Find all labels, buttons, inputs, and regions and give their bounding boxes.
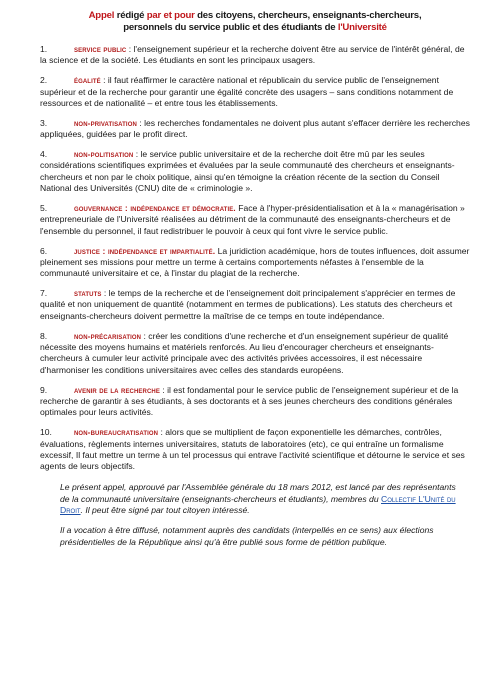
item-text: Face à l'hyper-présidentialisation et à la « managérisation » entrepreneuriale de l'Université réalisées au détriment de la communauté des enseignants-chercheurs et de l'ensemble du personnel, il faut redistribuer le pouvoir à ceux qui font vivre le service public. — [40, 203, 465, 236]
item-keyword: non-politisation — [74, 149, 134, 160]
list-item — [40, 427, 470, 472]
item-number: 1. — [40, 44, 48, 54]
title-line2: personnels du service public et des étudiants de — [123, 22, 338, 33]
item-number: 9. — [40, 384, 48, 395]
item-keyword: non-bureaucratisation — [74, 427, 159, 438]
item-text: : l'enseignement supérieur et la recherche doivent être au service de l'intérêt général, de la science et de la société. Les étudiants en sont les principaux usagers. — [40, 44, 465, 66]
title-appel: Appel — [88, 10, 115, 21]
list-item — [40, 44, 470, 67]
title-line1-rest: des citoyens, chercheurs, enseignants-chercheurs, — [194, 10, 422, 21]
item-text: : les recherches fondamentales ne doivent plus autant s'effacer derrière les recherches appliquées, guidées par le profit direct. — [40, 117, 470, 140]
document-footer — [40, 482, 470, 547]
item-number: 3. — [40, 117, 48, 128]
item-keyword: justice : indépendance et impartialité. — [74, 245, 216, 256]
item-number: 10. — [40, 427, 52, 438]
title-redige: rédigé — [114, 10, 147, 21]
title-par-et-pour: par et pour — [146, 10, 195, 21]
footer-p1-after: . Il peut être signé par tout citoyen intéressé. — [80, 504, 250, 515]
item-number: 7. — [40, 288, 48, 299]
list-item — [40, 118, 470, 141]
item-number: 6. — [40, 245, 48, 256]
list-item — [40, 203, 470, 237]
collectif-link[interactable]: Collectif L'Unité du Droit — [60, 493, 456, 515]
item-text: : alors que se multiplient de façon exponentielle les démarches, contrôles, évaluations, règlements internes universitaires, statuts de laboratoires (etc), ce qui entraîne un formalisme excessif, Il faut mettre un terme à un tel processus qui entrave l'activité scientifique et détourne le service et ses agents de leurs objectifs. — [40, 427, 465, 472]
item-number: 8. — [40, 330, 48, 341]
document-title — [40, 10, 470, 34]
item-number: 5. — [40, 203, 48, 214]
item-keyword: service public — [74, 44, 127, 54]
item-text: : le service public universitaire et de la recherche doit être mû par les seules considérations scientifiques exprimées et évaluées par la seule communauté des chercheurs et enseignants-chercheurs et non par le choix politique, ainsi qu'en témoigne la création récente de la section du Conseil National des Universités (CNU) dite de « criminologie ». — [40, 149, 455, 194]
item-text: : il est fondamental pour le service public de l'enseignement supérieur et de la recherche de garantir à ses étudiants, à ses doctorants et à ses jeunes chercheurs des conditions générales optimales pour leurs activités. — [40, 384, 459, 418]
footer-paragraph-2: Il a vocation à être diffusé, notamment auprès des candidats (interpellés en ce sens) aux élections présidentielles de la République ainsi qu'à être publié sous forme de pétition publique. — [60, 525, 434, 547]
title-universite: l'Université — [337, 22, 387, 33]
footer-p1-before: Le présent appel, approuvé par l'Assemblée générale du 18 mars 2012, est lancé par des représentants de la communauté universitaire (enseignants-chercheurs et étudiants), membres du — [60, 482, 456, 504]
item-number: 4. — [40, 149, 48, 160]
list-item — [40, 385, 470, 419]
item-keyword: non-précarisation — [74, 330, 142, 341]
item-text: : le temps de la recherche et de l'enseignement doit principalement s'apprécier en termes de qualité et non uniquement de quantité (notamment en termes de publications). Les statuts des chercheurs et enseignants-chercheurs doivent permettre la maîtrise de ce temps en toute indépendance. — [40, 288, 456, 321]
list-item — [40, 246, 470, 280]
list-item — [40, 149, 470, 194]
list-item — [40, 75, 470, 109]
item-number: 2. — [40, 75, 48, 86]
item-keyword: statuts — [74, 288, 102, 299]
principles-list — [40, 44, 470, 472]
list-item — [40, 288, 470, 322]
footer-paragraph-1 — [60, 482, 466, 516]
item-text: : créer les conditions d'une recherche et d'un enseignement supérieur de qualité nécessite des moyens humains et matériels renforcés. Au lieu d'encourager chercheurs et enseignants-chercheurs à cumuler leur activité principale avec des activités privées accessoires, il est nécessaire d'harmoniser les conditions universitaires avec celles des standards européens. — [40, 330, 449, 375]
item-text: La juridiction académique, hors de toutes influences, doit assumer pleinement ses missions pour mettre un terme à certains comportements néfastes à l'ensemble de la communauté universitaire et ce, à l'instar du plagiat de la recherche. — [40, 245, 470, 279]
item-keyword: non-privatisation — [74, 117, 137, 128]
item-text: : il faut réaffirmer le caractère national et républicain du service public de l'enseignement supérieur et de la recherche pour garantir une égalité concrète des usagers – sans conditions notamment de ressources et de nationalité – et entre tous les établissements. — [40, 75, 454, 108]
item-keyword: avenir de la recherche — [74, 384, 160, 395]
list-item — [40, 331, 470, 376]
item-keyword: gouvernance : indépendance et démocratie. — [74, 203, 236, 214]
item-keyword: égalité — [74, 75, 101, 86]
